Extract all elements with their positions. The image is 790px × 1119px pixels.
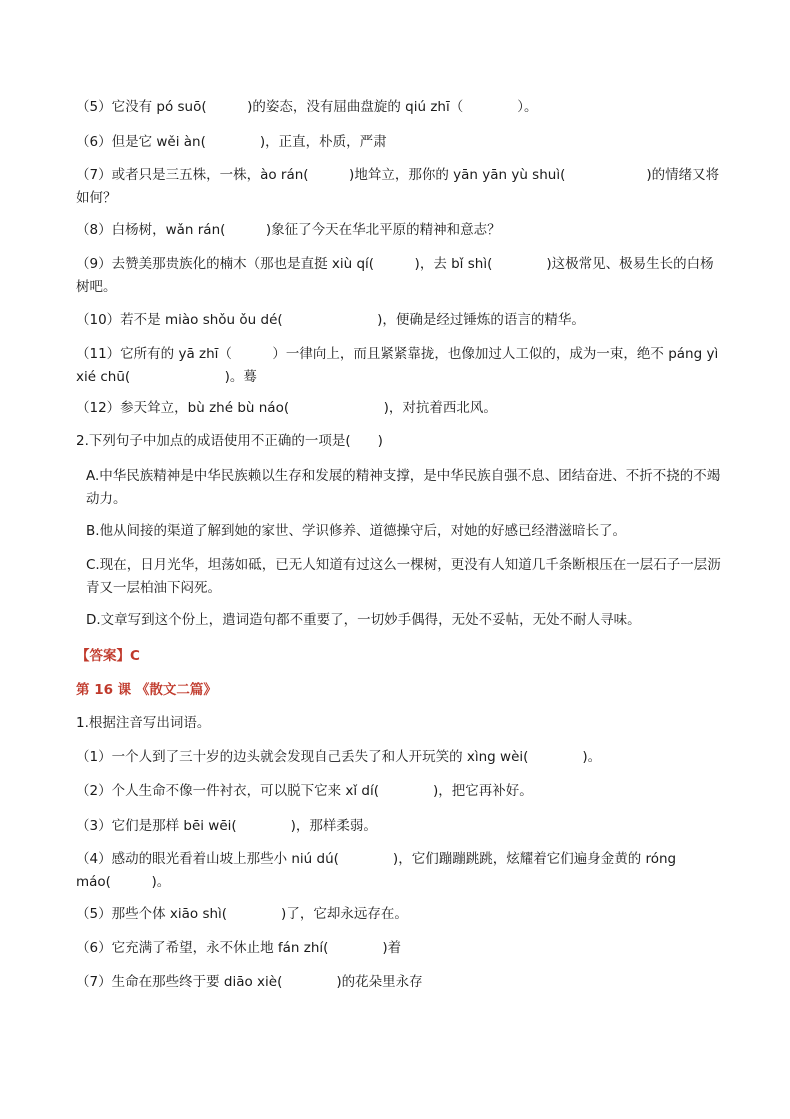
item-7: （7）或者只是三五株，一株，ào rán( )地耸立，那你的 yān yān yù shuì( )的情绪又将如何？ bbox=[76, 167, 720, 206]
item-10: （10）若不是 miào shǒu ǒu dé( )，便确是经过锤炼的语言的精华。 bbox=[76, 312, 585, 328]
l16-item-3: （3）它们是那样 bēi wēi( )，那样柔弱。 bbox=[76, 818, 377, 834]
item-5: （5）它没有 pó suō( )的姿态，没有屈曲盘旋的 qiú zhī（ ）。 bbox=[76, 99, 538, 115]
l16-item-4: （4）感动的眼光看着山坡上那些小 niú dú( )，它们蹦蹦跳跳，炫耀着它们遍身金黄的 róng máo( )。 bbox=[76, 851, 677, 890]
answer-line bbox=[76, 645, 140, 667]
option-b: B.他从间接的渠道了解到她的家世、学识修养、道德操守后，对她的好感已经潜滋暗长了。 bbox=[86, 523, 627, 539]
item-12: （12）参天耸立，bù zhé bù náo( )，对抗着西北风。 bbox=[76, 400, 497, 416]
lesson-16-instruction: 1.根据注音写出词语。 bbox=[76, 715, 211, 731]
answer-value: C bbox=[130, 648, 140, 664]
option-a: A.中华民族精神是中华民族赖以生存和发展的精神支撑，是中华民族自强不息、团结奋进、不折不挠的不竭动力。 bbox=[86, 468, 721, 507]
question-2-stem: 2.下列句子中加点的成语使用不正确的一项是( ) bbox=[76, 433, 383, 449]
l16-item-5: （5）那些个体 xiāo shì( )了，它却永远存在。 bbox=[76, 906, 408, 922]
option-d: D.文章写到这个份上，遣词造句都不重要了，一切妙手偶得，无处不妥帖，无处不耐人寻味。 bbox=[86, 612, 641, 628]
item-11: （11）它所有的 yā zhī（ ）一律向上，而且紧紧靠拢，也像加过人工似的，成为一束，绝不 páng yì xié chū( )。蓦 bbox=[76, 346, 719, 385]
answer-tag: 【答案】 bbox=[76, 648, 130, 664]
option-c: C.现在，日月光华，坦荡如砥，已无人知道有过这么一棵树，更没有人知道几千条断根压在一层石子一层沥青又一层柏油下闷死。 bbox=[86, 557, 721, 596]
item-6: （6）但是它 wěi àn( )，正直，朴质，严肃 bbox=[76, 134, 387, 150]
l16-item-2: （2）个人生命不像一件衬衣，可以脱下它来 xǐ dí( )，把它再补好。 bbox=[76, 783, 533, 799]
item-9: （9）去赞美那贵族化的楠木（那也是直挺 xiù qí( )，去 bǐ shì( )这极常见、极易生长的白杨树吧。 bbox=[76, 256, 714, 295]
l16-item-1: （1）一个人到了三十岁的边头就会发现自己丢失了和人开玩笑的 xìng wèi( )。 bbox=[76, 749, 602, 765]
lesson-16-heading: 第 16 课 《散文二篇》 bbox=[76, 682, 217, 698]
item-8: （8）白杨树，wǎn rán( )象征了今天在华北平原的精神和意志？ bbox=[76, 222, 501, 238]
l16-item-7: （7）生命在那些终于要 diāo xiè( )的花朵里永存 bbox=[76, 974, 423, 990]
l16-item-6: （6）它充满了希望，永不休止地 fán zhí( )着 bbox=[76, 940, 402, 956]
